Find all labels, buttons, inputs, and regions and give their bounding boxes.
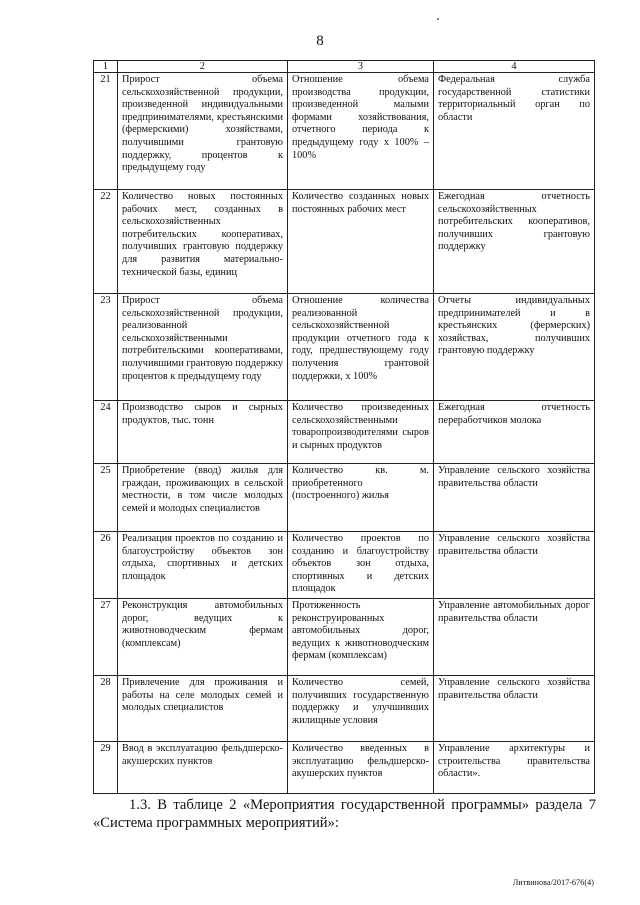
table-row xyxy=(94,464,595,532)
indicator-name: Привлечение для проживания и работы на селе молодых семей и молодых специалистов xyxy=(118,676,288,742)
table-row xyxy=(94,599,595,676)
calculation-method: Количество произведенных сельскохозяйственными товаропроизводителями сыров и сырных продуктов xyxy=(288,401,434,464)
row-number: 22 xyxy=(94,190,118,294)
table-row xyxy=(94,676,595,742)
calculation-method: Количество созданных новых постоянных рабочих мест xyxy=(288,190,434,294)
row-number: 27 xyxy=(94,599,118,676)
data-source: Ежегодная отчетность сельскохозяйственных потребительских кооперативов, получивших грантовую поддержку xyxy=(434,190,595,294)
indicator-name: Производство сыров и сырных продуктов, тыс. тонн xyxy=(118,401,288,464)
indicator-name: Прирост объема сельскохозяйственной продукции, реализованной сельскохозяйственными потребительскими кооперативами, получившими грантовую поддержку процентов к предыдущему году xyxy=(118,294,288,401)
table-header-row xyxy=(94,61,595,73)
table-row xyxy=(94,742,595,794)
calculation-method: Отношение количества реализованной сельскохозяйственной продукции отчетного года к году, предшествующему году получения грантовой поддержки, х 100% xyxy=(288,294,434,401)
table-row xyxy=(94,532,595,599)
data-source: Управление архитектуры и строительства правительства области». xyxy=(434,742,595,794)
calculation-method: Отношение объема производства продукции, произведенной малыми формами хозяйствования, отчетного периода к предыдущему году х 100% – 100% xyxy=(288,73,434,190)
data-source: Управление сельского хозяйства правительства области xyxy=(434,532,595,599)
indicator-name: Количество новых постоянных рабочих мест, созданных в сельскохозяйственных потребительских кооперативах, получивших грантовую поддержку для развития материально-технической базы, единиц xyxy=(118,190,288,294)
paragraph-line: «Система программных мероприятий»: xyxy=(93,815,339,831)
header-cell: 2 xyxy=(118,61,288,73)
indicator-name: Приобретение (ввод) жилья для граждан, проживающих в сельской местности, в том числе молодых семей и молодых специалистов xyxy=(118,464,288,532)
page-number: 8 xyxy=(316,33,324,49)
calculation-method: Количество проектов по созданию и благоустройству объектов зон отдыха, спортивных и детских площадок xyxy=(288,532,434,599)
indicator-name: Реализация проектов по созданию и благоустройству объектов зон отдыха, спортивных и детских площадок xyxy=(118,532,288,599)
row-number: 29 xyxy=(94,742,118,794)
data-source: Управление сельского хозяйства правительства области xyxy=(434,464,595,532)
header-cell: 4 xyxy=(434,61,595,73)
paragraph-line: 1.3. В таблице 2 «Мероприятия государственной программы» раздела 7 xyxy=(129,797,596,813)
indicator-name: Реконструкция автомобильных дорог, ведущих к животноводческим фермам (комплексам) xyxy=(118,599,288,676)
row-number: 25 xyxy=(94,464,118,532)
indicator-name: Ввод в эксплуатацию фельдшерско-акушерских пунктов xyxy=(118,742,288,794)
table-row xyxy=(94,294,595,401)
document-footer: Литвинова/2017-676(4) xyxy=(512,878,594,887)
data-source: Федеральная служба государственной статистики территориальный орган по области xyxy=(434,73,595,190)
row-number: 26 xyxy=(94,532,118,599)
row-number: 21 xyxy=(94,73,118,190)
data-source: Управление сельского хозяйства правительства области xyxy=(434,676,595,742)
table-row xyxy=(94,190,595,294)
table-row xyxy=(94,73,595,190)
row-number: 28 xyxy=(94,676,118,742)
calculation-method: Количество введенных в эксплуатацию фельдшерско-акушерских пунктов xyxy=(288,742,434,794)
data-source: Управление автомобильных дорог правительства области xyxy=(434,599,595,676)
row-number: 23 xyxy=(94,294,118,401)
data-source: Отчеты индивидуальных предпринимателей и в крестьянских (фермерских) хозяйствах, получивших грантовую поддержку xyxy=(434,294,595,401)
header-cell: 1 xyxy=(94,61,118,73)
indicators-table xyxy=(93,60,595,794)
calculation-method: Количество семей, получивших государственную поддержку и улучшивших жилищные условия xyxy=(288,676,434,742)
calculation-method: Протяженность реконструированных автомобильных дорог, ведущих к животноводческим фермам (комплексам) xyxy=(288,599,434,676)
data-source: Ежегодная отчетность переработчиков молока xyxy=(434,401,595,464)
table-row xyxy=(94,401,595,464)
scan-speck xyxy=(437,18,439,20)
row-number: 24 xyxy=(94,401,118,464)
calculation-method: Количество кв. м. приобретенного (построенного) жилья xyxy=(288,464,434,532)
body-paragraph xyxy=(93,796,596,832)
header-cell: 3 xyxy=(288,61,434,73)
indicator-name: Прирост объема сельскохозяйственной продукции, произведенной индивидуальными предпринимателями, крестьянскими (фермерскими) хозяйствами, получившими грантовую поддержку, процентов к предыдущему году xyxy=(118,73,288,190)
